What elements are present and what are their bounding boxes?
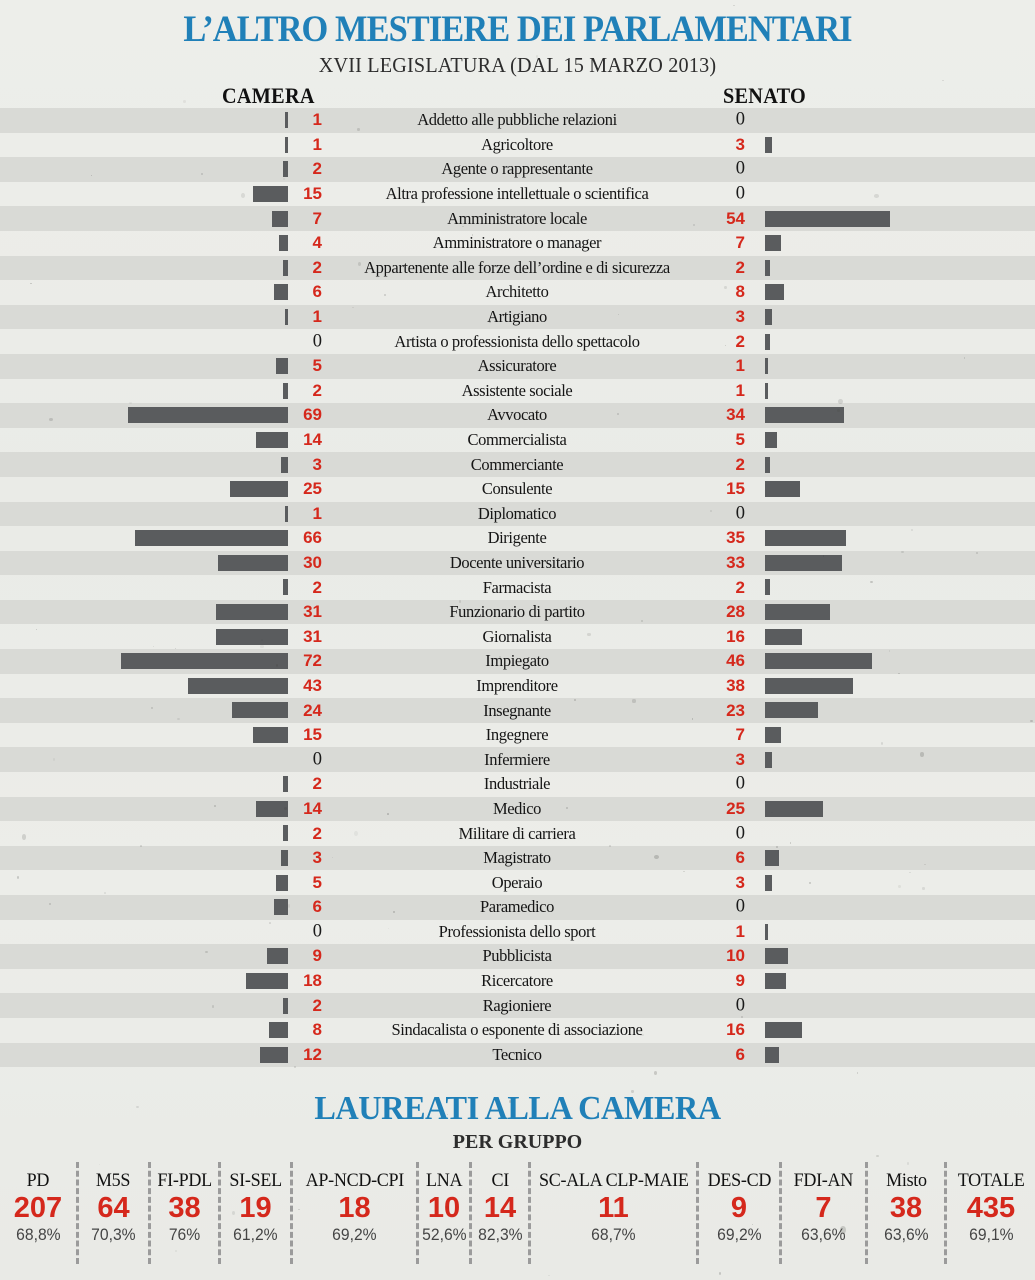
senato-bar (765, 555, 842, 571)
paper-speck (183, 100, 186, 103)
camera-bar (281, 850, 288, 866)
camera-value: 30 (303, 552, 322, 572)
senato-value: 34 (726, 405, 745, 425)
profession-label: Industriale (483, 774, 551, 794)
camera-value: 5 (312, 872, 322, 892)
senato-value: 16 (726, 1020, 745, 1040)
camera-bar (285, 112, 288, 128)
camera-value: 31 (303, 626, 322, 646)
group-value: 11 (598, 1191, 629, 1224)
camera-bar (276, 358, 288, 374)
camera-bar (281, 457, 288, 473)
profession-row (0, 772, 1035, 797)
senato-value: 0 (735, 995, 745, 1016)
profession-row (0, 329, 1035, 354)
profession-row (0, 674, 1035, 699)
senato-value: 0 (735, 183, 745, 204)
camera-bar (283, 579, 288, 595)
camera-value: 2 (312, 257, 322, 277)
camera-value: 31 (303, 602, 322, 622)
group-label: FI-PDL (157, 1170, 212, 1191)
senato-bar (765, 604, 830, 620)
camera-bar (285, 309, 288, 325)
group-label: FDI-AN (793, 1170, 854, 1191)
group-label: TOTALE (957, 1170, 1025, 1191)
senato-bar (765, 432, 777, 448)
camera-bar (230, 481, 288, 497)
profession-row (0, 895, 1035, 920)
profession-row (0, 747, 1035, 772)
profession-row (0, 797, 1035, 822)
profession-label: Avvocato (487, 405, 547, 425)
senato-bar (765, 727, 781, 743)
senato-value: 0 (735, 158, 745, 179)
group-label: DES-CD (707, 1170, 771, 1191)
camera-value: 1 (312, 134, 322, 154)
camera-value: 2 (312, 995, 322, 1015)
camera-value: 3 (312, 454, 322, 474)
profession-label: Professionista dello sport (438, 921, 596, 941)
profession-label: Assistente sociale (461, 380, 573, 400)
profession-row (0, 723, 1035, 748)
page-subtitle: XVII LEGISLATURA (DAL 15 MARZO 2013) (318, 53, 717, 77)
senato-bar (765, 702, 818, 718)
senato-bar (765, 457, 770, 473)
senato-value: 5 (735, 430, 745, 450)
camera-bar (283, 383, 288, 399)
senato-value: 0 (735, 503, 745, 524)
camera-value: 66 (303, 528, 322, 548)
camera-value: 4 (312, 233, 322, 253)
camera-bar (260, 1047, 288, 1063)
camera-bar (256, 432, 288, 448)
camera-value: 9 (312, 946, 322, 966)
group-cell (528, 1162, 696, 1264)
senato-value: 7 (735, 725, 745, 745)
camera-value: 5 (312, 356, 322, 376)
group-percent: 61,2% (233, 1226, 278, 1245)
senato-column-header: SENATO (723, 83, 807, 108)
camera-value: 14 (303, 798, 322, 818)
group-value: 38 (889, 1191, 923, 1224)
footer-subtitle: PER GRUPPO (452, 1131, 583, 1153)
senato-value: 0 (735, 109, 745, 130)
camera-bar (253, 727, 288, 743)
senato-value: 0 (735, 896, 745, 917)
camera-bar (274, 899, 288, 915)
camera-bar (128, 407, 288, 423)
profession-label: Sindacalista o esponente di associazione (391, 1020, 643, 1040)
profession-row (0, 108, 1035, 133)
profession-row (0, 379, 1035, 404)
profession-label: Tecnico (492, 1044, 542, 1064)
senato-value: 2 (735, 331, 745, 351)
profession-row (0, 649, 1035, 674)
group-value: 9 (730, 1191, 748, 1224)
group-percent: 70,3% (91, 1226, 136, 1245)
group-percent: 68,7% (591, 1226, 636, 1245)
camera-bar (279, 235, 288, 251)
senato-bar (765, 309, 772, 325)
senato-value: 33 (726, 552, 745, 572)
camera-bar (283, 825, 288, 841)
profession-label: Amministratore o manager (432, 233, 602, 253)
group-label: SC-ALA CLP-MAIE (538, 1170, 689, 1191)
senato-value: 3 (735, 872, 745, 892)
group-cell (218, 1162, 290, 1264)
profession-row (0, 256, 1035, 281)
group-percent: 82,3% (477, 1226, 523, 1245)
profession-row (0, 428, 1035, 453)
camera-value: 3 (312, 848, 322, 868)
camera-bar (188, 678, 288, 694)
group-cell (416, 1162, 469, 1264)
profession-label: Artigiano (487, 307, 547, 327)
profession-label: Militare di carriera (458, 823, 576, 843)
camera-value: 2 (312, 159, 322, 179)
profession-row (0, 993, 1035, 1018)
camera-value: 2 (312, 774, 322, 794)
camera-value: 14 (303, 430, 322, 450)
profession-row (0, 1043, 1035, 1068)
profession-label: Farmacista (482, 577, 552, 597)
profession-label: Medico (492, 798, 542, 818)
profession-label: Ricercatore (481, 971, 553, 991)
footer (0, 1078, 1035, 1152)
camera-bar (272, 211, 288, 227)
group-cell (944, 1162, 1035, 1264)
group-cell (290, 1162, 416, 1264)
senato-value: 0 (735, 773, 745, 794)
paper-speck (876, 1155, 878, 1157)
camera-value: 1 (312, 110, 322, 130)
profession-row (0, 206, 1035, 231)
camera-bar (283, 776, 288, 792)
group-percent: 63,6% (883, 1226, 929, 1245)
camera-bar (283, 161, 288, 177)
senato-value: 16 (726, 626, 745, 646)
senato-bar (765, 629, 802, 645)
senato-bar (765, 875, 772, 891)
senato-value: 1 (735, 356, 745, 376)
profession-label: Amministratore locale (447, 208, 587, 228)
senato-value: 0 (735, 823, 745, 844)
group-value: 435 (966, 1191, 1016, 1224)
group-percent: 69,2% (332, 1226, 377, 1245)
camera-bar (135, 530, 288, 546)
profession-label: Infermiere (484, 749, 550, 769)
profession-row (0, 354, 1035, 379)
profession-row (0, 846, 1035, 871)
camera-bar (232, 702, 288, 718)
profession-label: Dirigente (487, 528, 547, 548)
paper-speck (548, 1275, 550, 1277)
senato-value: 15 (726, 479, 745, 499)
group-percent: 63,6% (801, 1226, 846, 1245)
group-cell (0, 1162, 76, 1264)
profession-row (0, 944, 1035, 969)
camera-value: 1 (312, 307, 322, 327)
camera-bar (256, 801, 288, 817)
profession-label: Appartenente alle forze dell’ordine e di sicurezza (364, 257, 670, 277)
camera-value: 15 (303, 184, 322, 204)
profession-row (0, 969, 1035, 994)
profession-label: Agricoltore (481, 134, 553, 154)
footer-title: LAUREATI ALLA CAMERA (314, 1090, 721, 1127)
camera-value: 8 (312, 1020, 322, 1040)
camera-bar (216, 604, 288, 620)
camera-value: 2 (312, 577, 322, 597)
senato-value: 6 (735, 1044, 745, 1064)
profession-label: Pubblicista (482, 946, 552, 966)
group-label: AP-NCD-CPI (305, 1170, 404, 1191)
senato-bar (765, 653, 872, 669)
profession-label: Consulente (481, 479, 553, 499)
profession-row (0, 231, 1035, 256)
camera-bar (218, 555, 288, 571)
senato-value: 54 (726, 208, 745, 228)
profession-row (0, 133, 1035, 158)
group-cell (779, 1162, 865, 1264)
profession-row (0, 477, 1035, 502)
profession-row (0, 1018, 1035, 1043)
senato-value: 2 (735, 577, 745, 597)
camera-bar (121, 653, 288, 669)
profession-row (0, 452, 1035, 477)
senato-bar (765, 334, 770, 350)
group-value: 19 (239, 1191, 272, 1224)
senato-bar (765, 260, 770, 276)
profession-label: Operaio (491, 872, 543, 892)
group-value: 14 (483, 1191, 517, 1224)
senato-bar (765, 924, 768, 940)
senato-value: 3 (735, 749, 745, 769)
group-value: 38 (168, 1191, 201, 1224)
group-percent: 52,6% (421, 1226, 467, 1245)
camera-value: 43 (303, 675, 322, 695)
profession-row (0, 551, 1035, 576)
group-percent: 68,8% (15, 1226, 61, 1245)
senato-value: 3 (735, 134, 745, 154)
profession-row (0, 624, 1035, 649)
camera-value: 6 (312, 282, 322, 302)
senato-value: 3 (735, 307, 745, 327)
camera-value: 72 (303, 651, 322, 671)
paper-speck (654, 1071, 657, 1075)
group-cell (865, 1162, 944, 1264)
senato-value: 10 (726, 946, 745, 966)
camera-value: 25 (303, 479, 322, 499)
camera-value: 7 (312, 208, 322, 228)
senato-value: 25 (726, 798, 745, 818)
profession-row (0, 403, 1035, 428)
senato-value: 46 (726, 651, 745, 671)
profession-label: Diplomatico (477, 503, 557, 523)
senato-bar (765, 407, 844, 423)
camera-value: 0 (312, 331, 322, 352)
profession-label: Artista o professionista dello spettacolo (394, 331, 640, 351)
senato-bar (765, 358, 768, 374)
camera-bar (216, 629, 288, 645)
camera-bar (269, 1022, 288, 1038)
profession-row (0, 502, 1035, 527)
camera-bar (253, 186, 288, 202)
profession-row (0, 305, 1035, 330)
camera-bar (285, 506, 288, 522)
camera-bar (267, 948, 288, 964)
group-value: 7 (815, 1191, 832, 1224)
profession-label: Addetto alle pubbliche relazioni (417, 110, 617, 130)
profession-label: Giornalista (482, 626, 552, 646)
group-label: LNA (425, 1170, 463, 1191)
senato-bar (765, 973, 786, 989)
group-value: 207 (13, 1191, 63, 1224)
senato-value: 2 (735, 257, 745, 277)
camera-value: 6 (312, 897, 322, 917)
camera-value: 24 (303, 700, 322, 720)
profession-row (0, 920, 1035, 945)
profession-label: Funzionario di partito (449, 602, 585, 622)
profession-label: Impiegato (485, 651, 549, 671)
profession-label: Agente o rappresentante (441, 159, 593, 179)
senato-bar (765, 850, 779, 866)
profession-label: Paramedico (480, 897, 554, 917)
senato-bar (765, 752, 772, 768)
group-label: SI-SEL (229, 1170, 282, 1191)
paper-speck (857, 1072, 858, 1073)
group-percent: 76% (168, 1226, 201, 1245)
group-label: PD (26, 1170, 50, 1191)
group-percent: 69,2% (716, 1226, 762, 1245)
profession-label: Commercialista (467, 430, 567, 450)
senato-bar (765, 530, 846, 546)
camera-value: 0 (312, 749, 322, 770)
profession-row (0, 870, 1035, 895)
profession-row (0, 600, 1035, 625)
camera-bar (276, 875, 288, 891)
camera-column-header: CAMERA (222, 83, 315, 108)
senato-value: 23 (726, 700, 745, 720)
group-cell (148, 1162, 218, 1264)
camera-bar (274, 284, 288, 300)
profession-label: Magistrato (483, 848, 551, 868)
profession-rows (0, 108, 1035, 1067)
profession-row (0, 526, 1035, 551)
groups-table (0, 1162, 1035, 1264)
camera-value: 15 (303, 725, 322, 745)
profession-row (0, 821, 1035, 846)
group-value: 64 (97, 1191, 130, 1224)
group-cell (76, 1162, 148, 1264)
senato-bar (765, 579, 770, 595)
camera-bar (285, 137, 288, 153)
camera-value: 12 (303, 1044, 322, 1064)
camera-value: 0 (312, 921, 322, 942)
senato-value: 9 (735, 971, 745, 991)
senato-bar (765, 284, 784, 300)
paper-speck (942, 80, 944, 81)
profession-label: Imprenditore (476, 675, 558, 695)
camera-bar (283, 998, 288, 1014)
camera-value: 2 (312, 380, 322, 400)
senato-value: 35 (726, 528, 745, 548)
camera-value: 1 (312, 503, 322, 523)
senato-value: 6 (735, 848, 745, 868)
profession-label: Altra professione intellettuale o scientifica (385, 184, 649, 204)
senato-bar (765, 137, 772, 153)
profession-label: Docente universitario (449, 552, 585, 572)
camera-bar (246, 973, 288, 989)
group-value: 10 (427, 1191, 461, 1224)
senato-value: 38 (726, 675, 745, 695)
senato-bar (765, 948, 788, 964)
group-label: CI (491, 1170, 509, 1191)
senato-bar (765, 235, 781, 251)
group-label: Misto (885, 1170, 927, 1191)
profession-label: Ragioniere (482, 995, 552, 1015)
profession-row (0, 698, 1035, 723)
profession-label: Commerciante (470, 454, 564, 474)
senato-bar (765, 678, 853, 694)
group-cell (696, 1162, 779, 1264)
camera-value: 69 (303, 405, 322, 425)
paper-speck (719, 1272, 721, 1274)
profession-label: Architetto (485, 282, 549, 302)
profession-row (0, 280, 1035, 305)
profession-row (0, 182, 1035, 207)
group-percent: 69,1% (968, 1226, 1014, 1245)
senato-value: 1 (735, 921, 745, 941)
profession-row (0, 575, 1035, 600)
senato-bar (765, 1022, 802, 1038)
senato-value: 8 (735, 282, 745, 302)
senato-bar (765, 211, 890, 227)
senato-bar (765, 383, 768, 399)
profession-label: Assicuratore (477, 356, 557, 376)
camera-value: 18 (303, 971, 322, 991)
group-cell (469, 1162, 528, 1264)
senato-value: 1 (735, 380, 745, 400)
group-value: 18 (338, 1191, 371, 1224)
camera-bar (283, 260, 288, 276)
profession-row (0, 157, 1035, 182)
senato-bar (765, 481, 800, 497)
group-label: M5S (96, 1170, 131, 1191)
senato-bar (765, 1047, 779, 1063)
senato-bar (765, 801, 823, 817)
profession-label: Insegnante (483, 700, 551, 720)
profession-label: Ingegnere (485, 725, 549, 745)
senato-value: 28 (726, 602, 745, 622)
header (0, 0, 1035, 76)
senato-value: 2 (735, 454, 745, 474)
senato-value: 7 (735, 233, 745, 253)
page-title: L’ALTRO MESTIERE DEI PARLAMENTARI (183, 9, 852, 50)
camera-value: 2 (312, 823, 322, 843)
